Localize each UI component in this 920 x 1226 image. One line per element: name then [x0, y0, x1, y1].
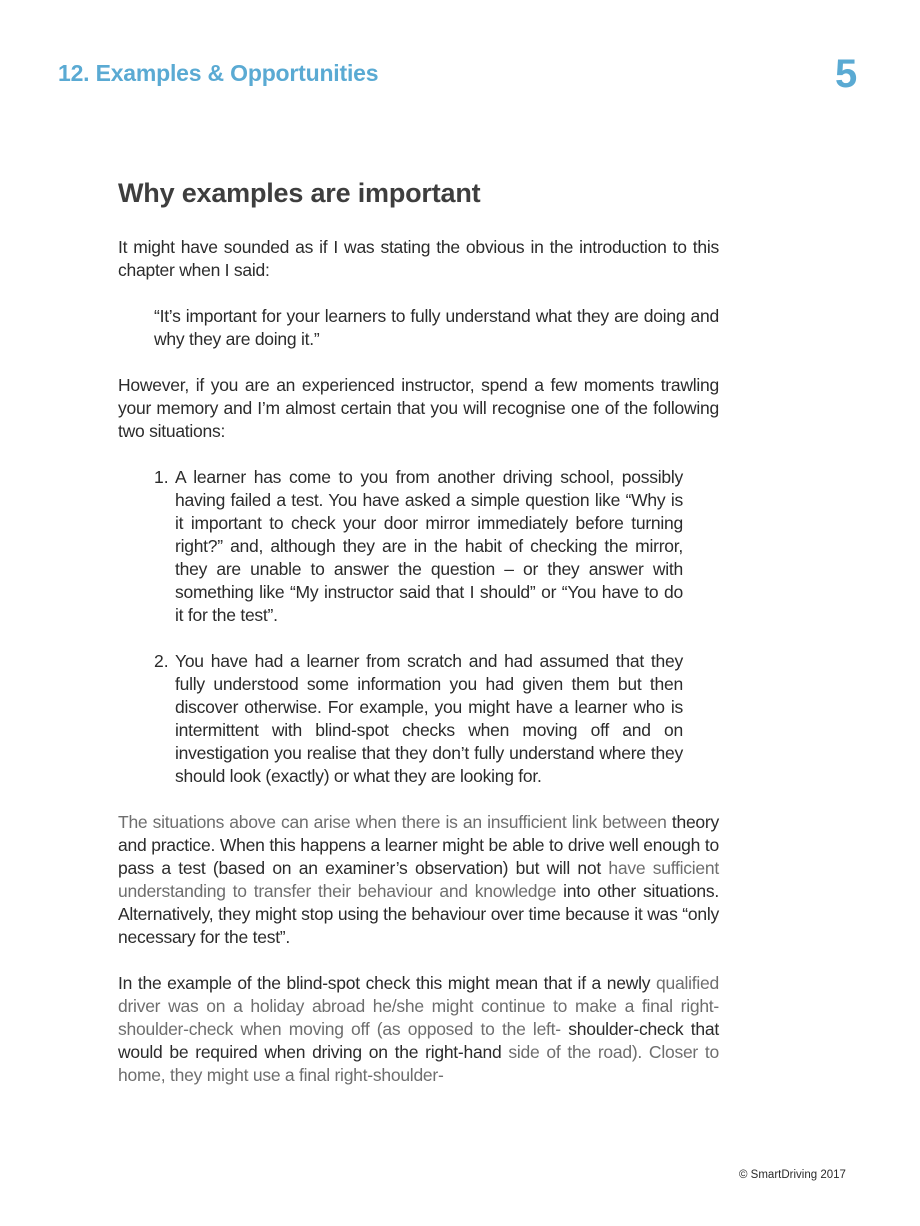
page-number: 5: [835, 52, 858, 96]
situations-list: [154, 466, 683, 788]
blind-spot-paragraph: [118, 972, 719, 1087]
text-run: side of the road). Closer to home, they might use a final right-shoulder-: [118, 1042, 719, 1085]
text-run: The situations above can arise when there is an insufficient link between: [118, 812, 667, 832]
intro-paragraph: It might have sounded as if I was stating the obvious in the introduction to this chapter when I said:: [118, 237, 719, 280]
theory-practice-paragraph: [118, 811, 719, 949]
list-item: [154, 466, 683, 627]
text-run: In the example of the blind-spot check this might mean that if a newly: [118, 973, 651, 993]
situations-intro-paragraph: However, if you are an experienced instructor, spend a few moments trawling your memory and I’m almost certain that you will recognise one of the following two situations:: [118, 375, 719, 441]
text-run: into other situations. Alternatively, they might stop using the behaviour over time because it was “only necessary for the test”.: [118, 881, 719, 947]
main-content: [118, 176, 719, 1087]
text-run: qualified driver was on a holiday abroad he/she might continue to make a final right-shoulder-check when moving off (as opposed to the left-: [118, 973, 719, 1039]
section-heading: Why examples are important: [118, 178, 481, 208]
quote-paragraph: “It’s important for your learners to fully understand what they are doing and why they are doing it.”: [154, 306, 719, 349]
text-run: shoulder-check that would be required when driving on the right-hand: [118, 1019, 719, 1062]
text-run: have sufficient understanding to transfer their behaviour and knowledge: [118, 858, 719, 901]
list-item-number: 2.: [154, 651, 169, 671]
list-item-number: 1.: [154, 467, 169, 487]
list-item-text: You have had a learner from scratch and had assumed that they fully understood some information you had given them but then discover otherwise. For example, you might have a learner who is intermittent with blind-spot checks when moving off and on investigation you realise that they don’t fully understand where they should look (exactly) or what they are looking for.: [175, 651, 683, 786]
list-item: [154, 650, 683, 788]
text-run: theory and practice. When this happens a learner might be able to drive well enough to pass a test (based on an examiner’s observation) but will not: [118, 812, 719, 878]
copyright-footer: © SmartDriving 2017: [739, 1169, 846, 1181]
list-item-text: A learner has come to you from another driving school, possibly having failed a test. You have asked a simple question like “Why is it important to check your door mirror immediately before turning right?” and, although they are in the habit of checking the mirror, they are unable to answer the question – or they answer with something like “My instructor said that I should” or “You have to do it for the test”.: [175, 467, 683, 625]
chapter-title: 12. Examples & Opportunities: [58, 60, 379, 86]
